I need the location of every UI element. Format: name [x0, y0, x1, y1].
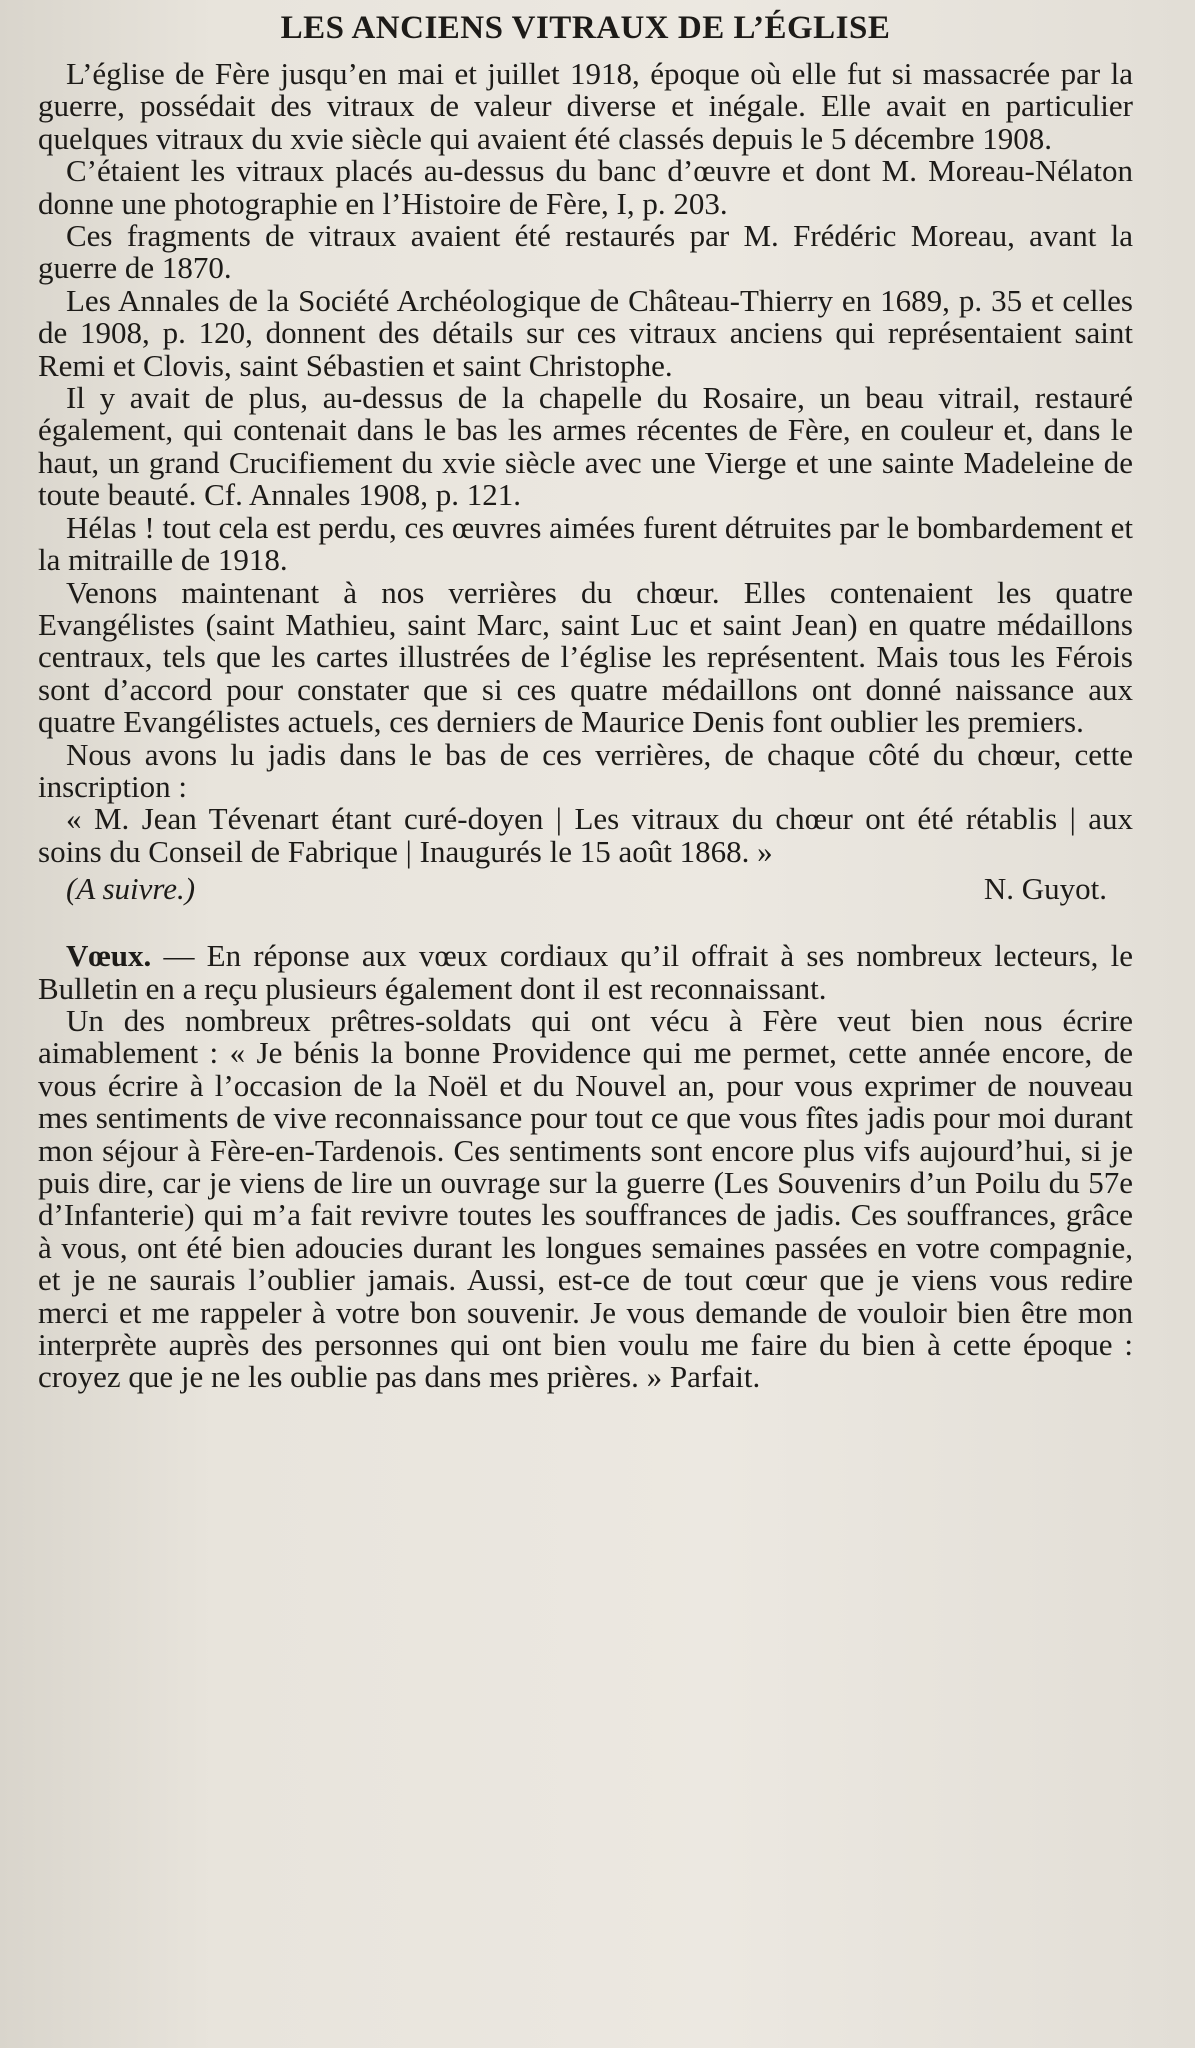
article-signoff: [38, 872, 1133, 906]
section-spacer: [38, 906, 1133, 940]
continued-note: (A suivre.): [66, 871, 196, 907]
inscription-quote: « M. Jean Tévenart étant curé-doyen | Les vitraux du chœur ont été rétablis | aux soins du Conseil de Fabrique | Inaugurés le 15 août 1868. »: [38, 801, 1133, 869]
voeux-intro: [38, 940, 1133, 1005]
article-paragraph: Ces fragments de vitraux avaient été restaurés par M. Frédéric Moreau, avant la guerre de 1870.: [38, 218, 1133, 286]
article-paragraph: L’église de Fère jusqu’en mai et juillet 1918, époque où elle fut si massacrée par la guerre, possédait des vitraux de valeur diverse et inégale. Elle avait en particulier quelques vitraux du xvie siècle qui avaient été classés depuis le 5 décembre 1908.: [38, 56, 1133, 156]
author-signature: N. Guyot.: [983, 871, 1107, 907]
article-paragraph: Venons maintenant à nos verrières du chœur. Elles contenaient les quatre Evangélistes (saint Mathieu, saint Marc, saint Luc et saint Jean) en quatre médaillons centraux, tels que les cartes illustrées de l’église les représentent. Mais tous les Férois sont d’accord pour constater que si ces quatre médaillons ont donné naissance aux quatre Evangélistes actuels, ces derniers de Maurice Denis font oublier les premiers.: [38, 574, 1133, 740]
voeux-letter: Un des nombreux prêtres-soldats qui ont vécu à Fère veut bien nous écrire aimablement : « Je bénis la bonne Providence qui me permet, cette année encore, de vous écrire à l’occasion de la Noël et du Nouvel an, pour vous exprimer de nouveau mes sentiments de vive reconnaissance pour tout ce que vous fîtes jadis pour moi durant mon séjour à Fère-en-Tardenois. Ces sentiments sont encore plus vifs aujourd’hui, si je puis dire, car je viens de lire un ouvrage sur la guerre (Les Souvenirs d’un Poilu du 57e d’Infanterie) qui m’a fait revivre toutes les souffrances de jadis. Ces souffrances, grâce à vous, ont été bien adoucies durant les longues semaines passées en votre compagnie, et je ne saurais l’oublier jamais. Aussi, est-ce de tout cœur que je viens vous redire merci et me rappeler à votre bon souvenir. Je vous demande de vouloir bien être mon interprète auprès des personnes qui ont bien voulu me faire du bien à cette époque : croyez que je ne les oublie pas dans mes prières. » Parfait.: [38, 1002, 1133, 1395]
article-paragraph: Hélas ! tout cela est perdu, ces œuvres aimées furent détruites par le bombardement et la mitraille de 1918.: [38, 509, 1133, 578]
article-title: LES ANCIENS VITRAUX DE L’ÉGLISE: [280, 10, 891, 46]
article-paragraph: Il y avait de plus, au-dessus de la chapelle du Rosaire, un beau vitrail, restauré également, qui contenait dans le bas les armes récentes de Fère, en couleur et, dans le haut, un grand Crucifiement du xvie siècle avec une Vierge et une sainte Madeleine de toute beauté. Cf. Annales 1908, p. 121.: [38, 380, 1133, 513]
article-paragraph: C’étaient les vitraux placés au-dessus du banc d’œuvre et dont M. Moreau-Nélaton donne une photographie en l’Histoire de Fère, I, p. 203.: [38, 153, 1133, 221]
article-body: [38, 58, 1133, 868]
voeux-intro-text: — En réponse aux vœux cordiaux qu’il offrait à ses nombreux lecteurs, le Bulletin en a reçu plusieurs également dont il est reconnaissant.: [38, 938, 1133, 1006]
article-paragraph: Les Annales de la Société Archéologique de Château-Thierry en 1689, p. 35 et celles de 1908, p. 120, donnent des détails sur ces vitraux anciens qui représentaient saint Remi et Clovis, saint Sébastien et saint Christophe.: [38, 282, 1133, 383]
article-paragraph: Nous avons lu jadis dans le bas de ces verrières, de chaque côté du chœur, cette inscription :: [38, 736, 1133, 804]
voeux-heading: Vœux.: [66, 938, 152, 974]
voeux-section: [38, 940, 1133, 1394]
